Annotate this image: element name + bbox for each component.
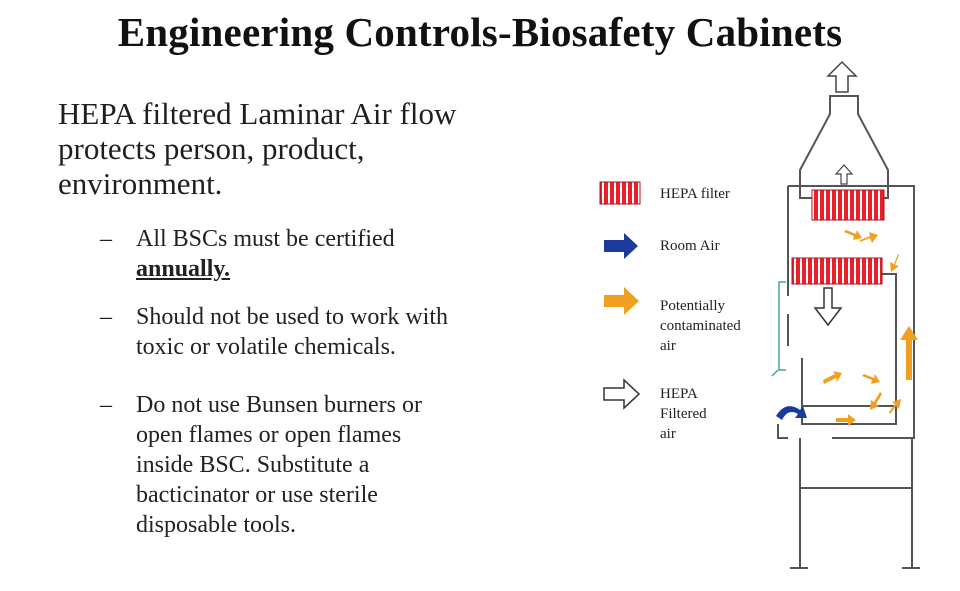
- legend-filtered-line1: HEPA: [660, 386, 698, 402]
- main-bullet-line: environment.: [58, 166, 223, 201]
- sub-bullet-line: toxic or volatile chemicals.: [136, 334, 396, 360]
- exhaust-hepa-filter: [812, 190, 884, 220]
- bullet-dash: –: [100, 304, 112, 330]
- legend: [600, 182, 741, 442]
- sub-bullet-line: Do not use Bunsen burners or: [136, 392, 422, 418]
- bullet-dash: –: [100, 226, 112, 252]
- sub-bullet-line: open flames or open flames: [136, 422, 402, 448]
- legend-contaminated-line1: Potentially: [660, 298, 725, 314]
- legend-hepa-filter: HEPA filter: [660, 186, 730, 202]
- sub-bullet-certification: [100, 224, 550, 284]
- slide-title: Engineering Controls-Biosafety Cabinets: [117, 9, 843, 55]
- main-bullet-line: protects person, product,: [58, 131, 365, 166]
- downflow-arrow-icon: [815, 288, 841, 325]
- cabinet-drawing: [772, 62, 920, 568]
- emphasis-annually: annually.: [136, 256, 231, 282]
- legend-filtered-line2: Filtered: [660, 406, 707, 422]
- sub-bullet-line: inside BSC. Substitute a: [136, 452, 370, 478]
- main-bullet: [58, 96, 578, 201]
- supply-hepa-filter: [792, 258, 882, 284]
- sub-bullet-chemicals: [100, 302, 550, 362]
- filtered-air-arrow-icon: [604, 380, 639, 408]
- sub-bullet-line: disposable tools.: [136, 512, 296, 538]
- main-bullet-line: HEPA filtered Laminar Air flow: [58, 96, 457, 131]
- contaminated-air-arrow-icon: [604, 287, 639, 315]
- sub-bullet-line: Should not be used to work with: [136, 304, 448, 330]
- legend-room-air: Room Air: [660, 238, 720, 254]
- sub-bullet-line: All BSCs must be certified: [136, 226, 395, 252]
- legend-contaminated-line3: air: [660, 338, 676, 354]
- room-air-inflow-icon: [776, 406, 807, 420]
- sub-bullet-flames: [100, 390, 550, 540]
- bsc-airflow-diagram: [580, 56, 960, 586]
- hepa-filter-swatch: [600, 182, 640, 204]
- sub-bullet-line: bacticinator or use sterile: [136, 482, 378, 508]
- room-air-arrow-icon: [604, 233, 638, 259]
- legend-contaminated-line2: contaminated: [660, 318, 741, 334]
- legend-filtered-line3: air: [660, 426, 676, 442]
- bullet-dash: –: [100, 392, 112, 418]
